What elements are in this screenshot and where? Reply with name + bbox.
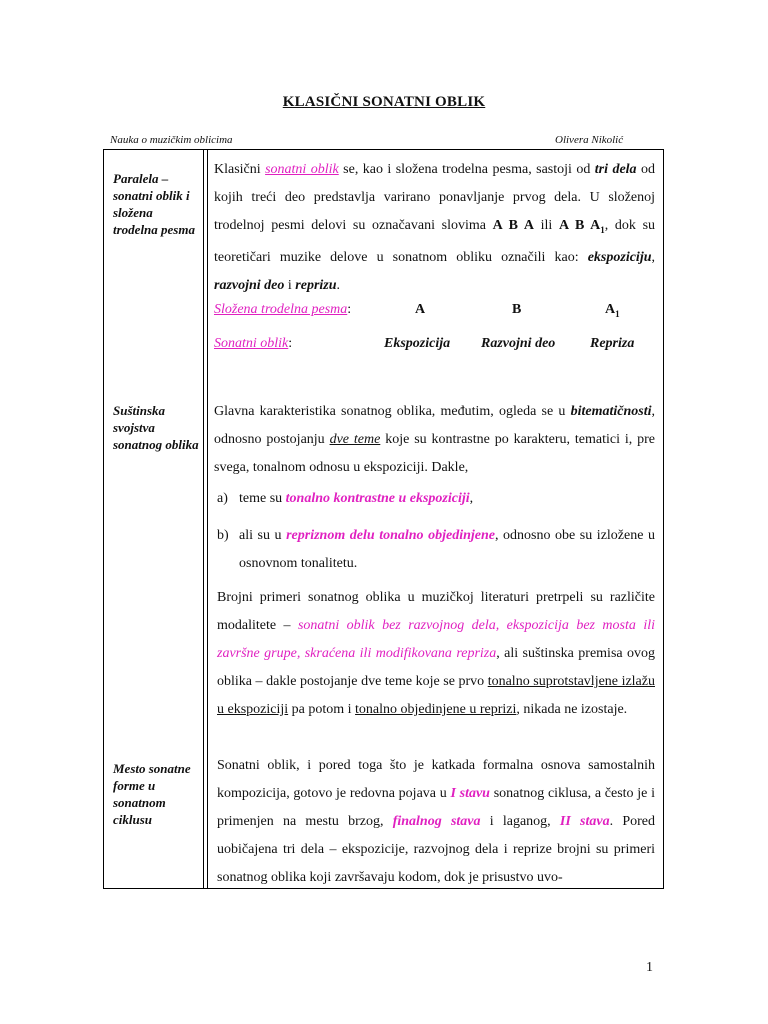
side-label-mesto: Mesto sonatne forme u sonatnom ciklusu [113, 761, 191, 827]
paragraph-intro: Klasični sonatni oblik se, kao i složena trodelna pesma, sastoji od tri dela od kojih treći deo predstavlja varirano ponavljanje prvog dela. U složenoj trodelnoj pesmi delovi su označavani slovima A B A ili A B $A_1$, dok su teoretičari muzike delove u sonatnom obliku označili kao: ekspoziciju, razvojni deo i reprizu. [214, 162, 656, 293]
side-label-sustinska: Suštinska svojstva sonatnog oblika [113, 403, 199, 452]
term-sonatni-oblik: sonatni oblik [265, 162, 339, 177]
column-divider-double [207, 150, 208, 888]
side-label-paralela: Paralela – sonatni oblik i složena trodelna pesma [113, 171, 195, 237]
page-number: 1 [646, 960, 653, 975]
column-divider [203, 150, 204, 888]
header-course: Nauka o muzičkim oblicima [110, 134, 233, 146]
header-author: Olivera Nikolić [555, 134, 624, 146]
content-table: Paralela – sonatni oblik i složena trodelna pesma Suštinska svojstva sonatnog oblika Mesto sonatne forme u sonatnom ciklusu Klasični sonatni oblik se, kao i složena trodelna pesma, sastoji od tri dela od kojih treći deo predstavlja varirano ponavljanje prvog dela. U složenoj trodelnoj pesmi delovi su označavani slovima A B A ili A B $A_1$, dok su teoretičari muzike delove u sonatnom obliku označili kao: ekspoziciju, razvojni deo i reprizu. Složena trodelna pesma: A B $A_1$ Sonatni oblik: Ekspozicija Razvojni deo Repriza Glavna karakteristika sonatnog oblika, međutim, ogleda se u bitematičnosti, odnosno postojanju dve teme koje su kontrastne po karakteru, tematici i, pre svega, tonalnom odnosu u ekspoziciji. Dakle, a) teme su tonalno kontrastne u ekspoziciji, b) ali su u repriznom delu tonalno objedinjene, odnosno obe su izložene u osnovnom tonalitetu. Brojni primeri sonatnog oblika u muzičkoj literaturi pretrpeli su različite modalitete – sonatni oblik bez razvojnog dela, ekspozicija bez mosta ili završne grupe, skraćena ili modifikovana repriza, ali suštinska premisa ovog oblika – dakle postojanje dve teme koje se prvo tonalno suprotstavljene izlažu u ekspoziciji pa potom i tonalno objedinjene u reprizi, nikada ne izostaje. Sonatni oblik, i pored toga što je katkada formalna osnova samostalnih kompozicija, gotovo je redovna pojava u I stavu sonatnog ciklusa, a često je i primenjen na mestu brzog, finalnog stava i laganog, II stava. Pored uobičajena tri dela – ekspozicije, razvojnog dela i reprize brojni su primeri sonatnog oblika koji završavaju kodom, dok je prisustvo uvo- [103, 149, 664, 889]
paragraph-mesto: Sonatni oblik, i pored toga što je katkada formalna osnova samostalnih kompozicija, gotovo je redovna pojava u I stavu sonatnog ciklusa, a često je i primenjen na mestu brzog, finalnog stava i laganog, II stava. Pored uobičajena tri dela – ekspozicije, razvojnog dela i reprize brojni su primeri sonatnog oblika koji završavaju kodom, dok je prisustvo uvo- [217, 758, 655, 885]
page-title: KLASIČNI SONATNI OBLIK [282, 94, 486, 110]
paragraph-modaliteti: Brojni primeri sonatnog oblika u muzičkoj literaturi pretrpeli su različite modalitete – sonatni oblik bez razvojnog dela, ekspozicija bez mosta ili završne grupe, skraćena ili modifikovana repriza, ali suštinska premisa ovog oblika – dakle postojanje dve teme koje se prvo tonalno suprotstavljene izlažu u ekspoziciji pa potom i tonalno objedinjene u reprizi, nikada ne izostaje. [217, 590, 655, 717]
paragraph-bitematicnost: Glavna karakteristika sonatnog oblika, međutim, ogleda se u bitematičnosti, odnosno postojanju dve teme koje su kontrastne po karakteru, tematici i, pre svega, tonalnom odnosu u ekspoziciji. Dakle, [214, 404, 655, 475]
